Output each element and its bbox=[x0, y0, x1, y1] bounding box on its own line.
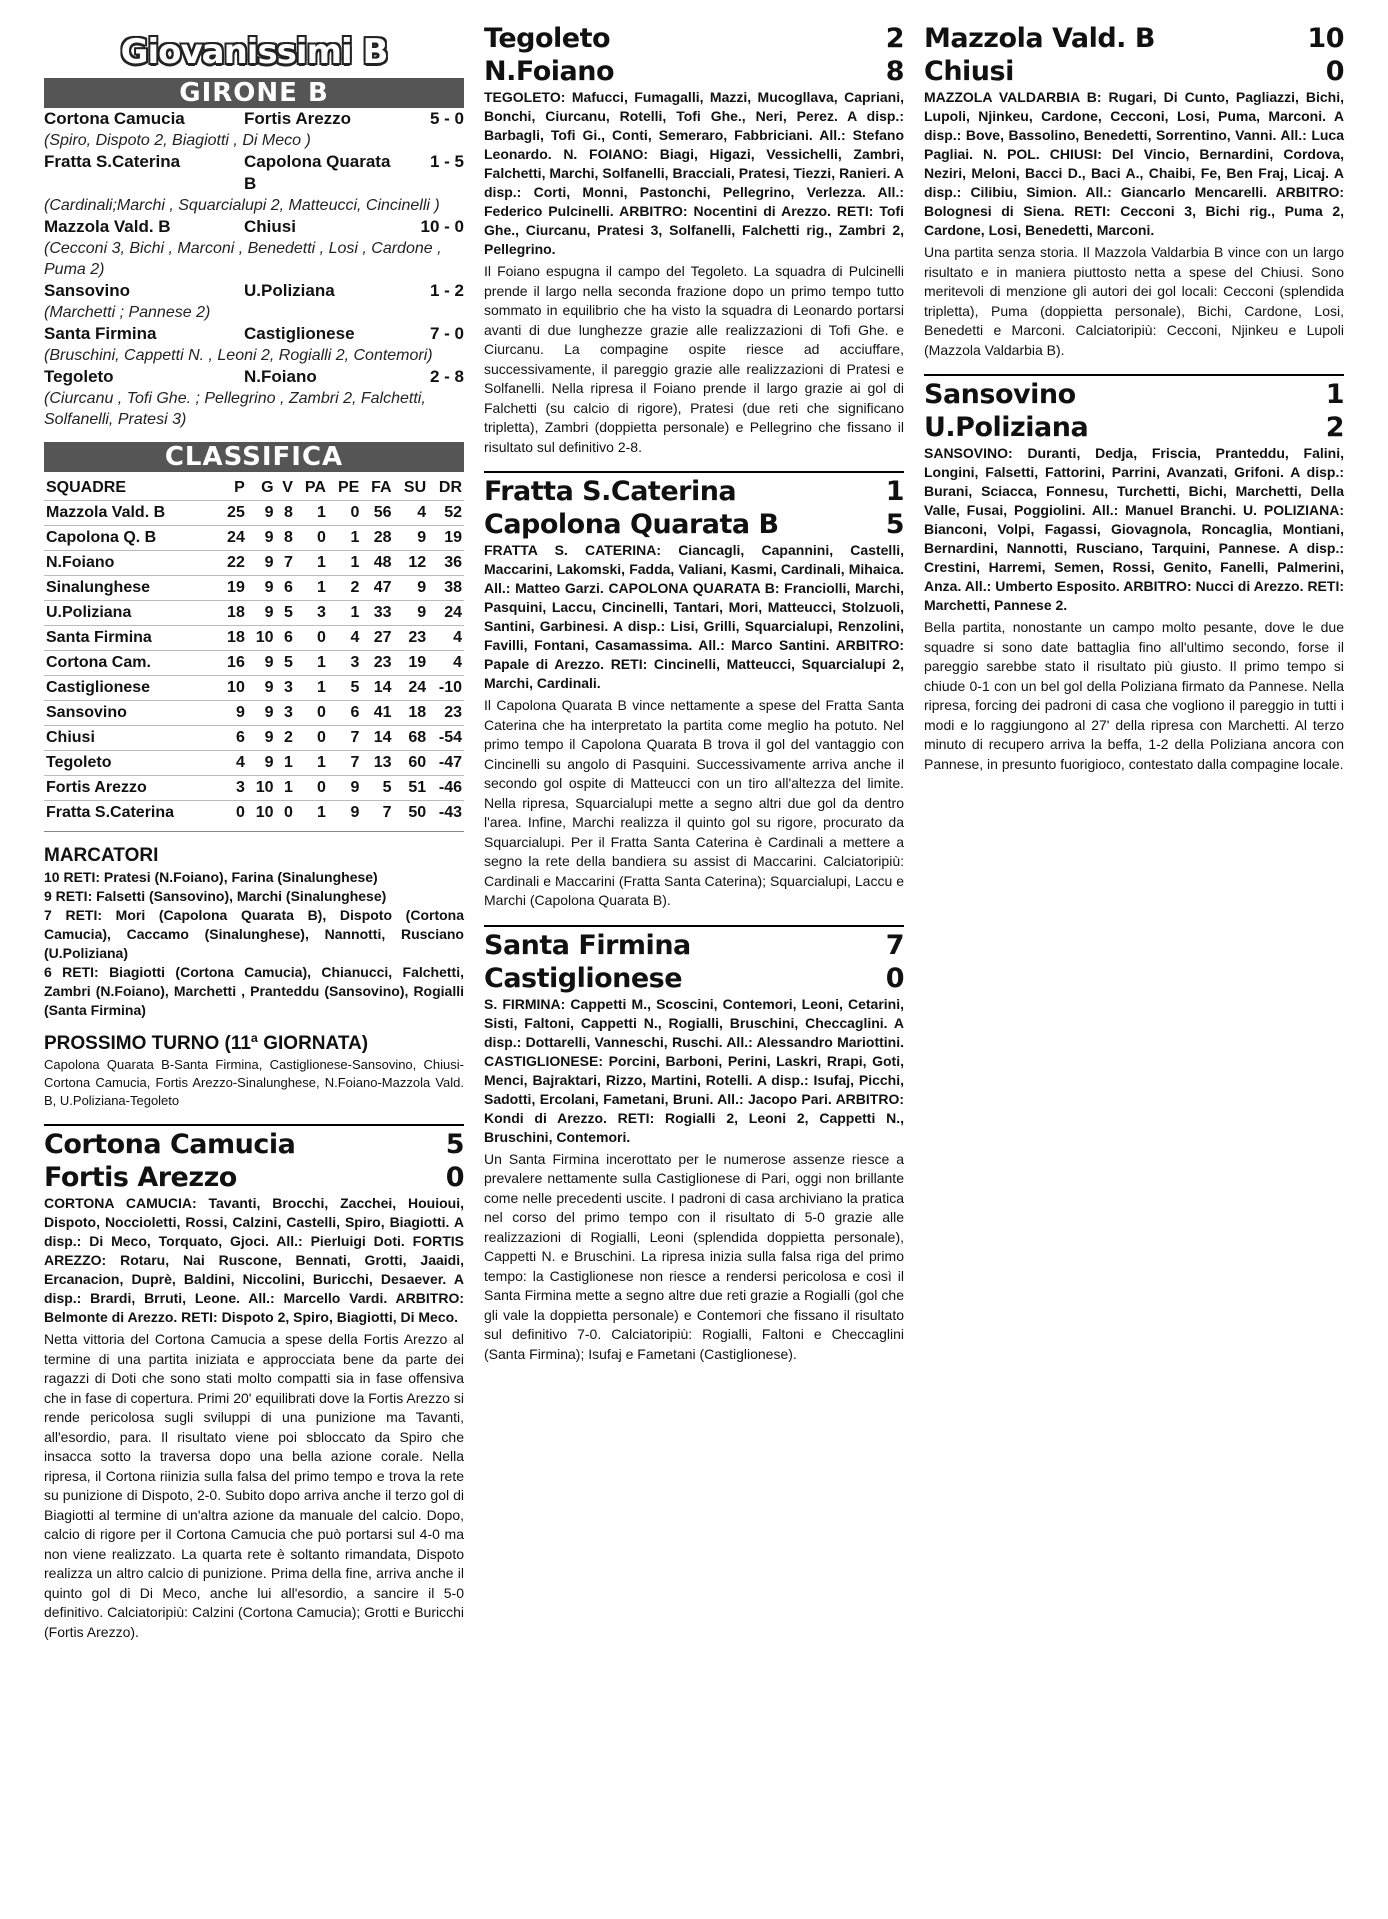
standings-row bbox=[44, 751, 464, 776]
standings-row bbox=[44, 651, 464, 676]
standings-cell: 1 bbox=[295, 751, 328, 776]
standings-cell: 0 bbox=[276, 801, 295, 826]
left-column bbox=[44, 22, 464, 1642]
standings-row bbox=[44, 676, 464, 701]
result-scorers: (Cecconi 3, Bichi , Marconi , Benedetti , Losi , Cardone , Puma 2) bbox=[44, 240, 442, 278]
standings-cell: 24 bbox=[394, 676, 429, 701]
home-team: Mazzola Vald. B bbox=[924, 23, 1155, 54]
match-report: Un Santa Firmina incerottato per le numerose assenze riesce a prevalere nettamente sulla Castiglionese di Pari, oggi non brillante come nelle precedenti uscite. I padroni di casa archiviano la pratica nel corso del primo tempo con il risultato di 5-0 grazie alle realizzazioni di Rogialli, Leoni (splendida doppietta personale), Cappetti N. e Bruschini. La ripresa inizia sulla falsa riga del primo tempo: la Castiglionese non riesce a rendersi pericolosa e così il Santa Firmina mette a segno altre due reti grazie a Rogialli (gol che gli vale la doppietta personale) e Contemori che fissano il risultato sul definitivo 7-0. Calciatoripiù: Rogialli, Faltoni e Checcaglini (Santa Firmina); Isufaj e Fametani (Castiglionese). bbox=[484, 1150, 904, 1362]
standings-cell: -46 bbox=[428, 776, 464, 801]
standings-cell: 19 bbox=[394, 651, 429, 676]
standings-cell: 23 bbox=[394, 626, 429, 651]
result-scorers: (Marchetti ; Pannese 2) bbox=[44, 304, 211, 321]
result-score: 1 - 5 bbox=[429, 152, 464, 171]
standings-cell: 50 bbox=[394, 801, 429, 826]
home-team: Fratta S.Caterina bbox=[484, 476, 737, 507]
standings-cell: 9 bbox=[247, 551, 276, 576]
standings-row bbox=[44, 626, 464, 651]
standings-cell: 1 bbox=[328, 526, 361, 551]
result-scorers: (Ciurcanu , Tofi Ghe. ; Pellegrino , Zambri 2, Falchetti, Solfanelli, Pratesi 3) bbox=[44, 390, 426, 428]
standings-cell: 0 bbox=[295, 726, 328, 751]
standings-cell: 10 bbox=[247, 626, 276, 651]
result-away: Chiusi bbox=[244, 217, 296, 236]
standings-column-header: P bbox=[234, 479, 245, 496]
standings-cell: 24 bbox=[428, 601, 464, 626]
result-score: 10 - 0 bbox=[420, 217, 464, 236]
standings-cell: 0 bbox=[295, 526, 328, 551]
standings-row bbox=[44, 801, 464, 826]
standings-cell: N.Foiano bbox=[44, 551, 218, 576]
standings-cell: 7 bbox=[361, 801, 393, 826]
marcatori-title: MARCATORI bbox=[44, 845, 159, 866]
standings-cell: 18 bbox=[394, 701, 429, 726]
standings-cell: 9 bbox=[394, 576, 429, 601]
standings-cell: 0 bbox=[295, 701, 328, 726]
standings-cell: Fratta S.Caterina bbox=[44, 801, 218, 826]
standings-cell: 22 bbox=[218, 551, 247, 576]
standings-cell: 23 bbox=[428, 701, 464, 726]
standings-cell: Fortis Arezzo bbox=[44, 776, 218, 801]
match-report: Il Foiano espugna il campo del Tegoleto. La squadra di Pulcinelli prende il largo nella seconda frazione dopo un primo tempo tutto sommato in equilibrio che ha visto la squadra di Leonardo portarsi avanti di due lunghezze grazie alle realizzazioni di Tofi Ghe. e Ciurcanu. La compagine ospite riesce ad acciuffare, successivamente, il pareggio grazie alle realizzazioni di Pratesi e Solfanelli. Nella ripresa il Foiano prende il largo grazie ai gol di Falchetti (su calcio di rigore), Pratesi (due reti che significano tripletta), Zambri (doppietta personale) e Pellegrino che fissano il risultato sul definitivo 2-8. bbox=[484, 263, 904, 455]
marcatori-item: 6 RETI: Biagiotti (Cortona Camucia), Chianucci, Falchetti, Zambri (N.Foiano), Marchetti , Pranteddu (Sansovino), Rogialli (Santa Firmina) bbox=[44, 964, 464, 1018]
standings-column-header: PE bbox=[338, 479, 360, 496]
section-banner bbox=[44, 32, 464, 72]
prossimo-turno-text: Capolona Quarata B-Santa Firmina, Castiglionese-Sansovino, Chiusi-Cortona Camucia, Fortis Arezzo-Sinalunghese, N.Foiano-Mazzola Vald. B, U.Poliziana-Tegoleto bbox=[44, 1057, 464, 1108]
result-away: N.Foiano bbox=[244, 367, 317, 386]
marcatori-item: 10 RETI: Pratesi (N.Foiano), Farina (Sinalunghese) bbox=[44, 869, 378, 885]
standings-cell: 3 bbox=[276, 676, 295, 701]
standings-cell: 9 bbox=[247, 651, 276, 676]
standings-cell: 4 bbox=[218, 751, 247, 776]
result-home: Cortona Camucia bbox=[44, 109, 185, 128]
standings-cell: 27 bbox=[361, 626, 393, 651]
standings-cell: 0 bbox=[295, 776, 328, 801]
standings-cell: 68 bbox=[394, 726, 429, 751]
standings-cell: 0 bbox=[328, 501, 361, 526]
standings-table bbox=[44, 476, 464, 825]
result-home: Fratta S.Caterina bbox=[44, 152, 181, 171]
standings-row bbox=[44, 551, 464, 576]
standings-column-header: SU bbox=[403, 479, 427, 496]
match-report: Una partita senza storia. Il Mazzola Valdarbia B vince con un largo risultato e in maniera piuttosto netta a spese del Chiusi. Sono meritevoli di menzione gli autori dei gol locali: Cecconi (splendida tripletta), Puma (doppietta personale), Bichi, Cardone, Losi, Benedetti e Marconi. Calciatoripiù: Cecconi, Njinkeu e Lupoli (Mazzola Valdarbia B). bbox=[924, 244, 1344, 358]
standings-cell: 60 bbox=[394, 751, 429, 776]
standings-cell: -10 bbox=[428, 676, 464, 701]
standings-cell: 23 bbox=[361, 651, 393, 676]
standings-cell: 3 bbox=[218, 776, 247, 801]
marcatori-item: 9 RETI: Falsetti (Sansovino), Marchi (Sinalunghese) bbox=[44, 888, 387, 904]
standings-cell: 9 bbox=[328, 776, 361, 801]
match-report: Il Capolona Quarata B vince nettamente a spese del Fratta Santa Caterina che ha interpretato la partita come meglio ha potuto. Nel primo tempo il Capolona Quarata B trova il gol del vantaggio con Cincinelli su angolo di Pasquini. Successivamente arriva anche il secondo gol ospite di Matteucci con un tiro all'altezza del limite. Nella ripresa, Squarcialupi mette a segno altri due gol da dentro l'area. Infine, Marchi realizza il quinto gol su rigore, procurato da Squarcialupi. Per il Fratta Santa Caterina è Cardinali a mettere a segno la rete della bandiera su assist di Maccarini. Calciatoripiù: Cardinali e Maccarini (Fratta Santa Caterina); Squarcialupi, Laccu e Marchi (Capolona Quarata B). bbox=[484, 697, 904, 908]
standings-cell: 1 bbox=[276, 776, 295, 801]
standings-cell: 52 bbox=[428, 501, 464, 526]
standings-column-header: SQUADRE bbox=[46, 479, 127, 496]
standings-cell: 8 bbox=[276, 501, 295, 526]
match-lineups: MAZZOLA VALDARBIA B: Rugari, Di Cunto, Pagliazzi, Bichi, Lupoli, Njinkeu, Cardone, Cecconi, Losi, Puma, Marconi. A disp.: Bove, Bassolino, Benedetti, Sorrentino, Vanni. All.: Luca Pagliai. N. POL. CHIUSI: Del Vincio, Bernardini, Cordova, Neziri, Meloni, Bacci D., Baci A., Chaibi, Fe, Ben Fraj, Licaj. A disp.: Cilibiu, Simion. All.: Giancarlo Mencarelli. ARBITRO: Bolognesi di Siena. RETI: Cecconi 3, Bichi rig., Puma 2, Cardone, Losi, Benedetti, Marconi. bbox=[924, 89, 1344, 238]
standings-cell: Chiusi bbox=[44, 726, 218, 751]
standings-row bbox=[44, 576, 464, 601]
standings-cell: 16 bbox=[218, 651, 247, 676]
standings-row bbox=[44, 601, 464, 626]
girone-title: GIRONE B bbox=[44, 78, 464, 108]
standings-cell: -43 bbox=[428, 801, 464, 826]
standings-cell: 47 bbox=[361, 576, 393, 601]
standings-cell: 3 bbox=[276, 701, 295, 726]
result-scorers: (Bruschini, Cappetti N. , Leoni 2, Rogialli 2, Contemori) bbox=[44, 347, 433, 364]
standings-row bbox=[44, 526, 464, 551]
away-score: 0 bbox=[1325, 56, 1344, 87]
standings-row bbox=[44, 501, 464, 526]
standings-cell: 5 bbox=[276, 601, 295, 626]
standings-cell: 38 bbox=[428, 576, 464, 601]
standings-cell: 10 bbox=[247, 801, 276, 826]
standings-cell: 9 bbox=[247, 576, 276, 601]
standings-cell: 56 bbox=[361, 501, 393, 526]
home-team: Cortona Camucia bbox=[44, 1129, 296, 1160]
standings-cell: 19 bbox=[218, 576, 247, 601]
standings-cell: 5 bbox=[361, 776, 393, 801]
standings-cell: 10 bbox=[247, 776, 276, 801]
standings-cell: 8 bbox=[276, 526, 295, 551]
standings-cell: 3 bbox=[295, 601, 328, 626]
standings-cell: Santa Firmina bbox=[44, 626, 218, 651]
standings-cell: 1 bbox=[295, 651, 328, 676]
result-scorers: (Cardinali;Marchi , Squarcialupi 2, Matteucci, Cincinelli ) bbox=[44, 197, 440, 214]
standings-cell: 48 bbox=[361, 551, 393, 576]
standings-header bbox=[44, 476, 464, 501]
result-home: Santa Firmina bbox=[44, 324, 157, 343]
standings-cell: 9 bbox=[247, 701, 276, 726]
standings-cell: 12 bbox=[394, 551, 429, 576]
standings-cell: 9 bbox=[247, 501, 276, 526]
match-lineups: FRATTA S. CATERINA: Ciancagli, Capannini, Castelli, Maccarini, Lakomski, Fadda, Valiani, Kasmi, Cardinali, Mihaica. All.: Matteo Garzi. CAPOLONA QUARATA B: Franciolli, Marchi, Pasquini, Laccu, Cincinelli, Tantari, Mori, Matteucci, Stolzuoli, Santini, Garbinesi. A disp.: Lisi, Grilli, Squarcialupi, Renzolini, Favilli, Fontani, Casamassima. All.: Marco Santini. ARBITRO: Papale di Arezzo. RETI: Cincinelli, Matteucci, Squarcialupi 2, Marchi, Cardinali. bbox=[484, 542, 904, 691]
match-report: Netta vittoria del Cortona Camucia a spese della Fortis Arezzo al termine di una partita iniziata e approcciata bene da parte dei ragazzi di Doti che sono stati molto compatti sia in fase offensiva che in fase di copertura. Primi 20' equilibrati dove la Fortis Arezzo si rende pericolosa sugli sviluppi di una punizione ma Tavanti, all'esordio, para. Il risultato viene poi sbloccato da Spiro che insacca sotto la traversa dopo una bella azione corale. Nella ripresa, il Cortona riinizia sulla falsa del primo tempo e trova la rete su punizione di Dispoto, 2-0. Subito dopo arriva anche il terzo gol di Biagiotti al termine di un'altra azione da manuale del calcio. Dopo, calcio di rigore per il Cortona Camucia che può portarsi sul 4-0 ma non viene realizzato. La quarta rete è soltanto rimandata, Dispoto realizza un altro calcio di punizione. Prima della fine, arriva anche il quinto gol di Di Meco, anche lui all'esordio, a sancire il 5-0 definitivo. Calciatoripiù: Calzini (Cortona Camucia); Grotti e Buricchi (Fortis Arezzo). bbox=[44, 1331, 464, 1640]
away-score: 0 bbox=[445, 1162, 464, 1193]
standings-cell: 10 bbox=[218, 676, 247, 701]
home-score: 2 bbox=[885, 23, 904, 54]
match-report: Bella partita, nonostante un campo molto pesante, dove le due squadre si sono date battaglia fino all'ultimo secondo, forse il pareggio sarebbe stato il risultato più giusto. Il primo tempo si chiude 0-1 con un bel gol della Poliziana firmato da Pannese. Nella ripresa, forcing dei padroni di casa che vogliono il pareggio in tutti i modi e lo raggiungono al 27' della ripresa con Marchetti. Al terzo minuto di recupero arriva la beffa, 1-2 della Poliziana ancora con Pannese, in presunto fuorigioco, contestato dalla compagine locale. bbox=[924, 619, 1344, 772]
match-lineups: CORTONA CAMUCIA: Tavanti, Brocchi, Zacchei, Houioui, Dispoto, Noccioletti, Rossi, Calzini, Castelli, Spiro, Biagiotti. A disp.: Di Meco, Torquato, Gjoci. All.: Pierluigi Doti. FORTIS AREZZO: Rotaru, Nai Ruscone, Bennati, Grotti, Jaaidi, Ercanacion, Duprè, Baldini, Niccolini, Buricchi, Desaever. A disp.: Brardi, Brruti, Leone. All.: Marcello Vardi. ARBITRO: Belmonte di Arezzo. RETI: Dispoto 2, Spiro, Biagiotti, Di Meco. bbox=[44, 1195, 464, 1325]
standings-cell: Sinalunghese bbox=[44, 576, 218, 601]
home-score: 1 bbox=[885, 476, 904, 507]
home-team: Santa Firmina bbox=[484, 929, 691, 961]
home-score: 1 bbox=[1325, 379, 1344, 410]
standings-cell: 6 bbox=[276, 576, 295, 601]
standings-cell: U.Poliziana bbox=[44, 601, 218, 626]
away-score: 5 bbox=[885, 509, 904, 540]
standings-cell: 1 bbox=[295, 676, 328, 701]
standings-cell: 13 bbox=[361, 751, 393, 776]
home-team: Tegoleto bbox=[484, 23, 611, 54]
standings-cell: 0 bbox=[295, 626, 328, 651]
away-team: Castiglionese bbox=[484, 962, 683, 994]
away-score: 2 bbox=[1325, 412, 1344, 443]
match-lineups: TEGOLETO: Mafucci, Fumagalli, Mazzi, Mucogllava, Capriani, Bonchi, Ciurcanu, Rotelli, Tofi Ghe., Neri, Perez. A disp.: Barbagli, Tofi Gi., Conti, Semeraro, Fabbriciani. All.: Stefano Leonardo. N. FOIANO: Biagi, Higazi, Vessichelli, Zambri, Falchetti, Marchi, Solfanelli, Bracciali, Pratesi, Tiezzi, Ranieri. A disp.: Corti, Monni, Pastonchi, Pellegrino, Verlezza. All.: Federico Pulcinelli. ARBITRO: Nocentini di Arezzo. RETI: Tofi Ghe., Ciurcanu, Pratesi 3, Solfanelli, Falchetti rig., Zambri 2, Pellegrino. bbox=[484, 89, 904, 257]
standings-cell: 6 bbox=[328, 701, 361, 726]
result-row bbox=[44, 216, 464, 238]
standings-cell: 1 bbox=[295, 551, 328, 576]
standings-cell: 28 bbox=[361, 526, 393, 551]
right-column bbox=[924, 22, 1344, 774]
result-score: 5 - 0 bbox=[429, 109, 464, 128]
standings-row bbox=[44, 776, 464, 801]
result-away: U.Poliziana bbox=[244, 281, 335, 300]
standings-cell: 36 bbox=[428, 551, 464, 576]
standings-cell: 7 bbox=[328, 726, 361, 751]
match-santafirmina-castiglionese bbox=[484, 925, 904, 1365]
classifica-title: CLASSIFICA bbox=[44, 442, 464, 472]
standings-cell: 9 bbox=[247, 726, 276, 751]
home-score: 5 bbox=[445, 1129, 464, 1160]
standings-cell: 9 bbox=[328, 801, 361, 826]
away-team: Fortis Arezzo bbox=[44, 1162, 237, 1193]
standings-cell: -47 bbox=[428, 751, 464, 776]
away-score: 8 bbox=[885, 56, 904, 87]
standings-cell: -54 bbox=[428, 726, 464, 751]
standings-cell: 9 bbox=[218, 701, 247, 726]
standings-cell: 9 bbox=[247, 601, 276, 626]
standings-row bbox=[44, 701, 464, 726]
match-fratta-capolona bbox=[484, 471, 904, 911]
standings-cell: 19 bbox=[428, 526, 464, 551]
away-score: 0 bbox=[885, 962, 904, 994]
away-team: Capolona Quarata B bbox=[484, 509, 779, 540]
standings-cell: 4 bbox=[328, 626, 361, 651]
result-score: 1 - 2 bbox=[429, 281, 464, 300]
standings-cell: 41 bbox=[361, 701, 393, 726]
result-row bbox=[44, 366, 464, 388]
result-home: Sansovino bbox=[44, 281, 130, 300]
standings-cell: 9 bbox=[247, 676, 276, 701]
result-row bbox=[44, 151, 464, 195]
standings-cell: 7 bbox=[328, 751, 361, 776]
standings-cell: Mazzola Vald. B bbox=[44, 501, 218, 526]
away-team: U.Poliziana bbox=[924, 412, 1089, 443]
match-tegoleto-foiano bbox=[484, 22, 904, 457]
marcatori-list bbox=[44, 868, 464, 1020]
match-lineups: SANSOVINO: Duranti, Dedja, Friscia, Pranteddu, Falini, Longini, Falsetti, Fattorini, Parrini, Avanzati, Grifoni. A disp.: Burani, Sciacca, Fonnesu, Turchetti, Bichi, Marchetti, Della Valle, Fusai, Poggiolini. All.: Manuel Branchi. U. POLIZIANA: Bianconi, Volpi, Fagassi, Giovagnola, Roncaglia, Montiani, Bernardini, Nannotti, Rusciano, Tarquini, Pannese. A disp.: Crestini, Harremi, Semen, Rossi, Genito, Fanelli, Palmerini, Anza. All.: Umberto Esposito. ARBITRO: Nucci di Arezzo. RETI: Marchetti, Pannese 2. bbox=[924, 445, 1344, 613]
match-lineups: S. FIRMINA: Cappetti M., Scoscini, Contemori, Leoni, Cetarini, Sisti, Faltoni, Cappetti N., Rogialli, Bruschini, Checcaglini. A disp.: Dottarelli, Vanneschi, Ruschi. All.: Alessandro Mariottini. CASTIGLIONESE: Porcini, Barboni, Perini, Laskri, Rrapi, Goti, Menci, Bajraktari, Rizzo, Martini, Rotelli. A disp.: Isufaj, Picchi, Sadotti, Ercolani, Fametani, Bruni. All.: Jacopo Pari. ARBITRO: Kondi di Arezzo. RETI: Rogialli 2, Leoni 2, Cappetti N., Bruschini, Contemori. bbox=[484, 995, 904, 1145]
standings-cell: 18 bbox=[218, 601, 247, 626]
result-row bbox=[44, 108, 464, 130]
standings-cell: 14 bbox=[361, 726, 393, 751]
result-away: Fortis Arezzo bbox=[244, 109, 352, 128]
standings-cell: 9 bbox=[247, 526, 276, 551]
standings-cell: 3 bbox=[328, 651, 361, 676]
middle-column bbox=[484, 22, 904, 1364]
standings-cell: 4 bbox=[428, 651, 464, 676]
standings-column-header: G bbox=[261, 479, 274, 496]
away-team: N.Foiano bbox=[484, 56, 614, 87]
result-home: Tegoleto bbox=[44, 367, 114, 386]
standings-cell: 14 bbox=[361, 676, 393, 701]
standings-cell: 1 bbox=[295, 576, 328, 601]
result-home: Mazzola Vald. B bbox=[44, 217, 171, 236]
standings-cell: 1 bbox=[295, 801, 328, 826]
match-cortona-fortis bbox=[44, 1124, 464, 1642]
match-mazzola-chiusi bbox=[924, 22, 1344, 360]
standings-column-header: PA bbox=[304, 479, 326, 496]
standings-cell: 4 bbox=[394, 501, 429, 526]
standings-cell: 33 bbox=[361, 601, 393, 626]
standings-cell: 2 bbox=[276, 726, 295, 751]
result-score: 7 - 0 bbox=[429, 324, 464, 343]
standings-cell: 24 bbox=[218, 526, 247, 551]
standings-cell: 2 bbox=[328, 576, 361, 601]
standings-cell: 5 bbox=[276, 651, 295, 676]
home-team: Sansovino bbox=[924, 379, 1076, 410]
result-row bbox=[44, 323, 464, 345]
standings-cell: Cortona Cam. bbox=[44, 651, 218, 676]
result-away: Castiglionese bbox=[244, 324, 355, 343]
standings-cell: 5 bbox=[328, 676, 361, 701]
home-score: 7 bbox=[885, 929, 904, 961]
result-row bbox=[44, 280, 464, 302]
standings-cell: Castiglionese bbox=[44, 676, 218, 701]
match-sansovino-poliziana bbox=[924, 374, 1344, 774]
standings-cell: 9 bbox=[247, 751, 276, 776]
standings-cell: 9 bbox=[394, 526, 429, 551]
marcatori-item: 7 RETI: Mori (Capolona Quarata B), Dispoto (Cortona Camucia), Caccamo (Sinalunghese), Nannotti, Rusciano (U.Poliziana) bbox=[44, 907, 464, 961]
standings-row bbox=[44, 726, 464, 751]
standings-cell: 9 bbox=[394, 601, 429, 626]
standings-cell: 6 bbox=[218, 726, 247, 751]
away-team: Chiusi bbox=[924, 56, 1014, 87]
standings-cell: 4 bbox=[428, 626, 464, 651]
banner-title: Giovanissimi B bbox=[120, 32, 388, 72]
standings-cell: 25 bbox=[218, 501, 247, 526]
standings-column-header: FA bbox=[371, 479, 392, 496]
standings-column-header: DR bbox=[438, 479, 462, 496]
standings-cell: 1 bbox=[295, 501, 328, 526]
standings-cell: 0 bbox=[218, 801, 247, 826]
standings-cell: 18 bbox=[218, 626, 247, 651]
standings-cell: 1 bbox=[328, 601, 361, 626]
standings-cell: Capolona Q. B bbox=[44, 526, 218, 551]
standings-cell: 7 bbox=[276, 551, 295, 576]
standings-cell: Tegoleto bbox=[44, 751, 218, 776]
result-away: Capolona Quarata B bbox=[244, 152, 391, 193]
standings-cell: 1 bbox=[328, 551, 361, 576]
home-score: 10 bbox=[1307, 23, 1344, 54]
result-scorers: (Spiro, Dispoto 2, Biagiotti , Di Meco ) bbox=[44, 132, 311, 149]
result-score: 2 - 8 bbox=[429, 367, 464, 386]
standings-column-header: V bbox=[282, 479, 293, 496]
standings-cell: Sansovino bbox=[44, 701, 218, 726]
results-list bbox=[44, 108, 464, 430]
standings-cell: 51 bbox=[394, 776, 429, 801]
standings-cell: 1 bbox=[276, 751, 295, 776]
prossimo-turno-title: PROSSIMO TURNO (11ª GIORNATA) bbox=[44, 1033, 369, 1054]
standings-cell: 6 bbox=[276, 626, 295, 651]
